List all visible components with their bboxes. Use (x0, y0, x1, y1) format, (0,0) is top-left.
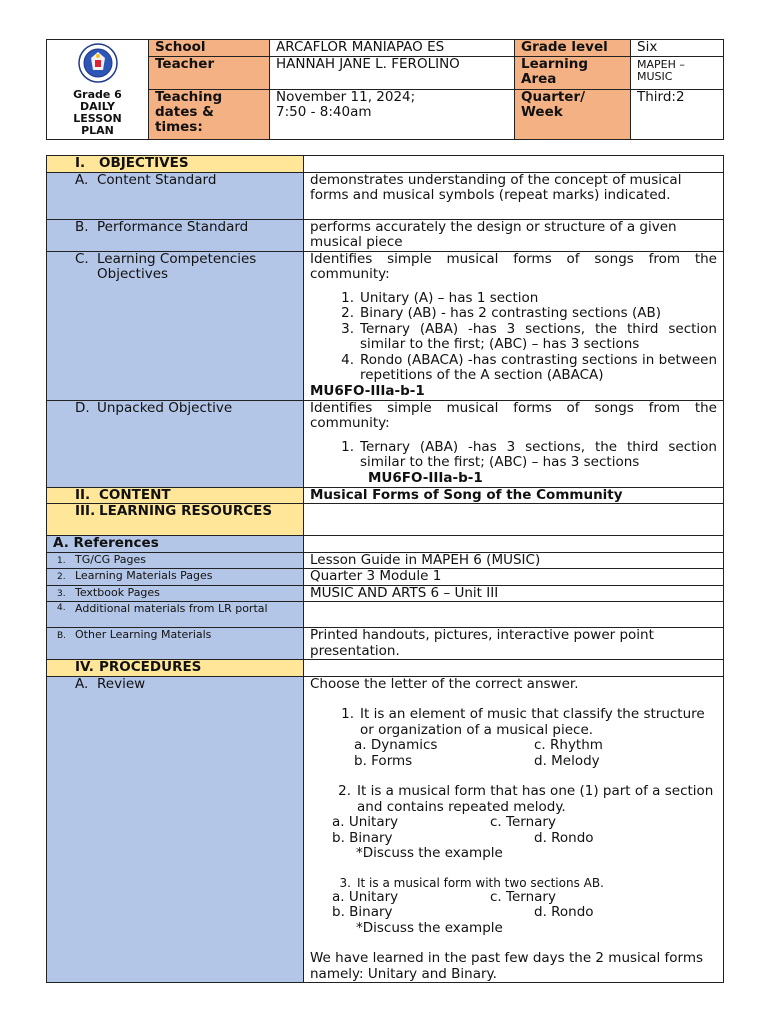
content-heading: II. CONTENT (47, 487, 304, 504)
competencies-list (310, 291, 717, 384)
other-materials-value: Printed handouts, pictures, interactive power point presentation. (304, 628, 724, 660)
area-label: Learning Area (515, 57, 631, 90)
references-blank (304, 536, 724, 553)
logo-label: Grade 6 DAILY LESSON PLAN (73, 88, 122, 137)
lesson-plan-table (46, 155, 724, 983)
quarter-label: Quarter/ Week (515, 89, 631, 139)
objectives-blank (304, 156, 724, 173)
quarter-value: Third:2 (631, 89, 724, 139)
list-item: 1. Ternary (ABA) -has 3 sections, the third section similar to the first; (ABC) – has 3 sections (341, 438, 717, 470)
deped-seal-icon (78, 43, 118, 83)
textbook-label: 3. Textbook Pages (47, 585, 304, 602)
teacher-value: HANNAH JANE L. FEROLINO (270, 57, 515, 90)
unpacked-label: D. Unpacked Objective (47, 400, 304, 487)
resources-heading: III. LEARNING RESOURCES (47, 504, 304, 536)
lm-pages-label: 2. Learning Materials Pages (47, 569, 304, 586)
list-item: 4. Rondo (ABACA) -has contrasting sections in between repetitions of the A section (ABACA) (341, 351, 717, 383)
dates-line-2: 7:50 - 8:40am (276, 103, 372, 120)
list-item: 3. Ternary (ABA) -has 3 sections, the third section similar to the first; (ABC) – has 3 sections (341, 320, 717, 352)
competency-code: MU6FO-IIIa-b-1 (310, 382, 425, 399)
dates-value (270, 89, 515, 139)
references-label: A. References (47, 536, 304, 553)
tg-cg-label: 1. TG/CG Pages (47, 552, 304, 569)
review-closing: We have learned in the past few days the 2 musical forms namely: Unitary and Binary. (310, 950, 704, 982)
question-2: 2. It is a musical form that has one (1) part of a section and contains repeated melody. (338, 783, 714, 815)
school-value: ARCAFLOR MANIAPAO ES (270, 40, 515, 57)
content-standard-label: A. Content Standard (47, 172, 304, 219)
list-item: 1. Unitary (A) – has 1 section (341, 289, 539, 306)
procedures-blank (304, 660, 724, 677)
question-1: 1. It is an element of music that classify the structure or organization of a musical piece. (341, 706, 705, 738)
performance-standard-text: performs accurately the design or structure of a given musical piece (304, 219, 724, 251)
other-materials-label: B. Other Learning Materials (47, 628, 304, 660)
logo-cell (47, 40, 149, 140)
list-item: 2. Binary (AB) - has 2 contrasting sections (AB) (341, 305, 662, 321)
grade-label: Grade level (515, 40, 631, 57)
unpacked-code: MU6FO-IIIa-b-1 (368, 469, 483, 486)
school-label: School (149, 40, 270, 57)
performance-standard-label: B. Performance Standard (47, 219, 304, 251)
lm-pages-value: Quarter 3 Module 1 (304, 569, 724, 586)
review-text: Choose the letter of the correct answer. 1. It is an element of music that classify the structure or organization of a musical piece. a. Dynamics c. Rhythm b. Forms d. Melody 2. It is a musical form that has one (1) part of a section and contains repeated melody. a. Unitary c. Ternary b. Binary d. Rondo *Discuss the example 3. It is a musical form with two sections AB. a. Unitary c. Ternary b. Binary d. Rondo *Discuss the example We have learned in the past few days the 2 musical forms namely: Unitary and Binary. (304, 676, 724, 983)
competencies-text: Identifies simple musical forms of songs from the community: 1. Unitary (A) – has 1 section 2. Binary (AB) - has 2 contrasting sections (AB) 3. Ternary (ABA) -has 3 sections, the third section similar to the first; (ABC) – has 3 sections 4. Rondo (ABACA) -has contrasting sections in between repetitions of the A section (ABACA) MU6FO-IIIa-b-1 (304, 251, 724, 400)
resources-blank (304, 504, 724, 536)
question-3: 3. It is a musical form with two sections AB. (339, 875, 604, 890)
header-table (46, 39, 724, 140)
area-value: MAPEH – MUSIC (631, 57, 724, 90)
grade-value: Six (631, 40, 724, 57)
objectives-heading: I. OBJECTIVES (47, 156, 304, 173)
teacher-label: Teacher (149, 57, 270, 90)
dates-label: Teaching dates & times: (149, 89, 270, 139)
procedures-heading: IV. PROCEDURES (47, 660, 304, 677)
lr-portal-label: 4. Additional materials from LR portal (47, 602, 304, 628)
unpacked-text: Identifies simple musical forms of songs from the community: 1. Ternary (ABA) -has 3 sections, the third section similar to the first; (ABC) – has 3 sections MU6FO-IIIa-b-1 (304, 400, 724, 487)
textbook-value: MUSIC AND ARTS 6 – Unit III (304, 585, 724, 602)
review-label: A. Review (47, 676, 304, 983)
content-text: Musical Forms of Song of the Community (304, 487, 724, 504)
content-standard-text: demonstrates understanding of the concept of musical forms and musical symbols (repeat marks) indicated. (304, 172, 724, 219)
dates-line-1: November 11, 2024; (276, 88, 416, 105)
lr-portal-value (304, 602, 724, 628)
tg-cg-value: Lesson Guide in MAPEH 6 (MUSIC) (304, 552, 724, 569)
competencies-label: C. Learning Competencies Objectives (47, 251, 304, 400)
unpacked-list (310, 440, 717, 471)
